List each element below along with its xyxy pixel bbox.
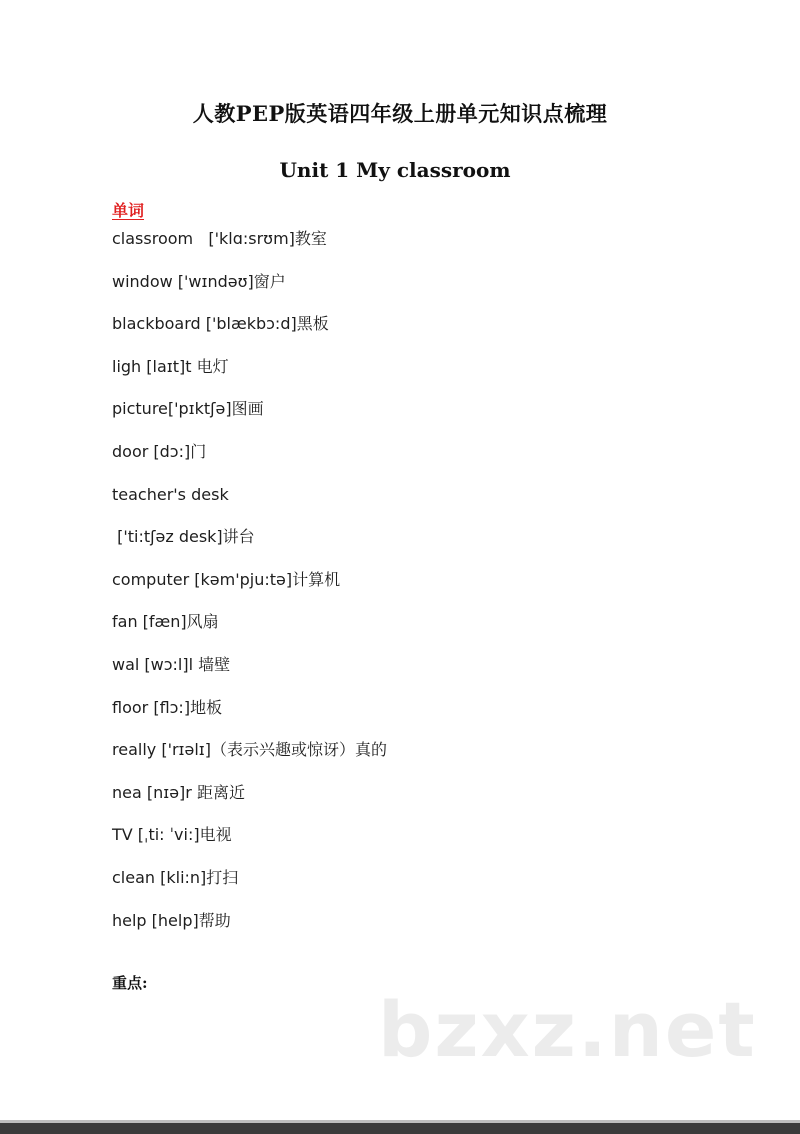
vocabulary-item: ligh [laɪt]t 电灯 <box>112 356 229 376</box>
vocabulary-item: floor [flɔ:]地板 <box>112 697 223 717</box>
vocabulary-section-label: 单词 <box>112 201 145 220</box>
viewer-bottom-bar <box>0 1120 800 1134</box>
vocabulary-item: classroom ['klɑ:srʊm]教室 <box>112 229 327 248</box>
vocabulary-item: door [dɔ:]门 <box>112 441 207 461</box>
vocabulary-item: picture['pɪktʃə]图画 <box>112 399 264 419</box>
vocabulary-item: nea [nɪə]r 距离近 <box>112 782 245 802</box>
watermark: bzxz.net <box>378 985 757 1074</box>
vocabulary-item: computer [kəm'pju:tə]计算机 <box>112 569 341 589</box>
vocabulary-item: wal [wɔ:l]l 墙壁 <box>112 654 231 674</box>
key-points-label: 重点: <box>112 974 148 992</box>
vocabulary-item: blackboard ['blækbɔ:d]黑板 <box>112 314 329 334</box>
vocabulary-item: window ['wɪndəʊ]窗户 <box>112 271 286 291</box>
vocabulary-item: really ['rɪəlɪ]（表示兴趣或惊讶）真的 <box>112 740 387 760</box>
vocabulary-item: TV [ˌti: ˈvi:]电视 <box>112 825 232 845</box>
vocabulary-list <box>112 226 387 950</box>
vocabulary-item: teacher's desk <box>112 484 229 504</box>
vocabulary-item: clean [kli:n]打扫 <box>112 867 239 887</box>
document-title: 人教PEP版英语四年级上册单元知识点梳理 <box>192 101 608 126</box>
vocabulary-item: fan [fæn]风扇 <box>112 612 219 632</box>
unit-title: Unit 1 My classroom <box>279 158 511 182</box>
vocabulary-item: ['ti:tʃəz desk]讲台 <box>112 527 255 547</box>
vocabulary-item: help [help]帮助 <box>112 910 231 930</box>
